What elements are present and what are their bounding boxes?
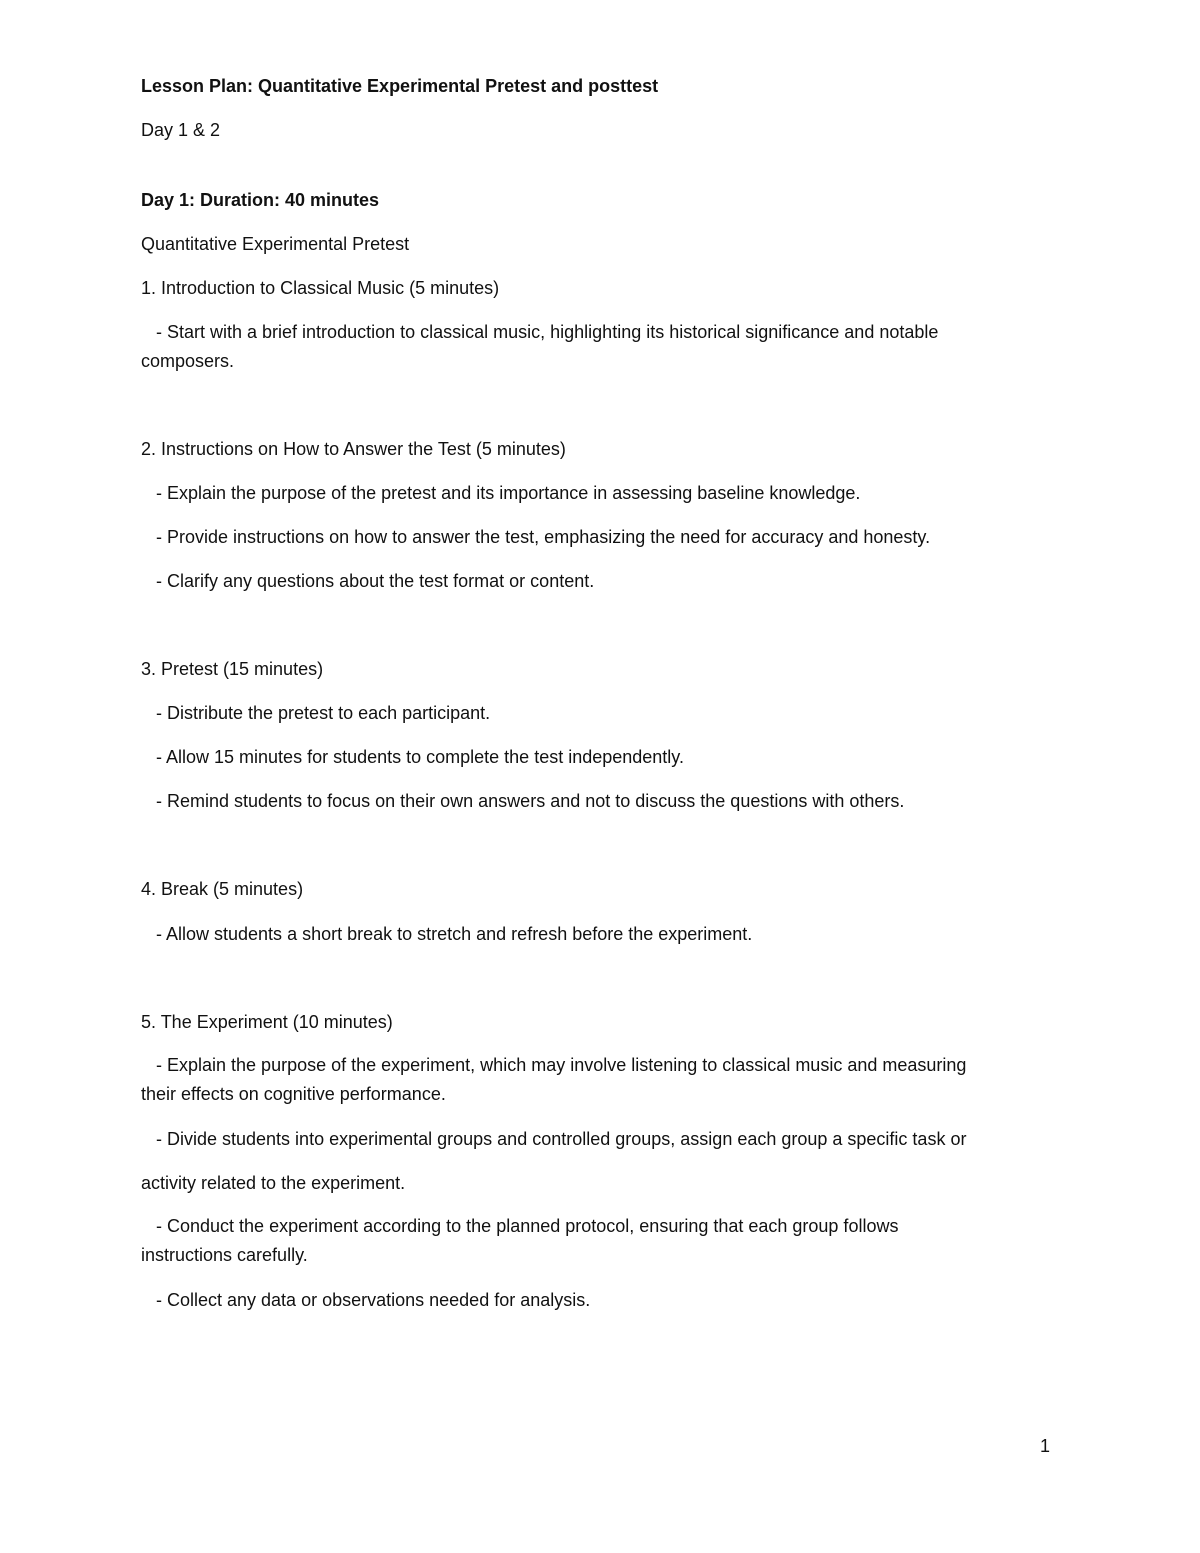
list-item-continuation: instructions carefully. [141, 1245, 308, 1265]
list-item: - Remind students to focus on their own answers and not to discuss the questions with others. [156, 791, 905, 811]
list-item-continuation: composers. [141, 351, 235, 371]
list-item: - Start with a brief introduction to classical music, highlighting its historical significance and notable [156, 322, 939, 342]
step-1-heading: 1. Introduction to Classical Music (5 minutes) [141, 278, 500, 298]
list-item-continuation: activity related to the experiment. [141, 1173, 406, 1193]
list-item: - Clarify any questions about the test format or content. [156, 571, 595, 591]
list-item: - Collect any data or observations needed for analysis. [156, 1290, 591, 1310]
list-item: - Provide instructions on how to answer the test, emphasizing the need for accuracy and honesty. [156, 527, 931, 547]
list-item-continuation: their effects on cognitive performance. [141, 1084, 446, 1104]
document-title: Lesson Plan: Quantitative Experimental Pretest and posttest [141, 76, 659, 96]
list-item: - Divide students into experimental groups and controlled groups, assign each group a specific task or [156, 1129, 967, 1149]
step-2-heading: 2. Instructions on How to Answer the Test (5 minutes) [141, 439, 566, 459]
list-item: - Conduct the experiment according to the planned protocol, ensuring that each group follows [156, 1216, 899, 1236]
section-title: Quantitative Experimental Pretest [141, 234, 410, 254]
step-5-heading: 5. The Experiment (10 minutes) [141, 1012, 393, 1032]
list-item: - Explain the purpose of the pretest and its importance in assessing baseline knowledge. [156, 483, 861, 503]
page-number: 1 [1040, 1436, 1051, 1456]
days-label: Day 1 & 2 [141, 120, 221, 140]
day1-heading: Day 1: Duration: 40 minutes [141, 190, 380, 210]
list-item: - Distribute the pretest to each participant. [156, 703, 491, 723]
step-3-heading: 3. Pretest (15 minutes) [141, 659, 324, 679]
list-item: - Allow 15 minutes for students to complete the test independently. [156, 747, 684, 767]
list-item: - Explain the purpose of the experiment, which may involve listening to classical music and measuring [156, 1055, 967, 1075]
list-item: - Allow students a short break to stretch and refresh before the experiment. [156, 924, 753, 944]
step-4-heading: 4. Break (5 minutes) [141, 879, 304, 899]
